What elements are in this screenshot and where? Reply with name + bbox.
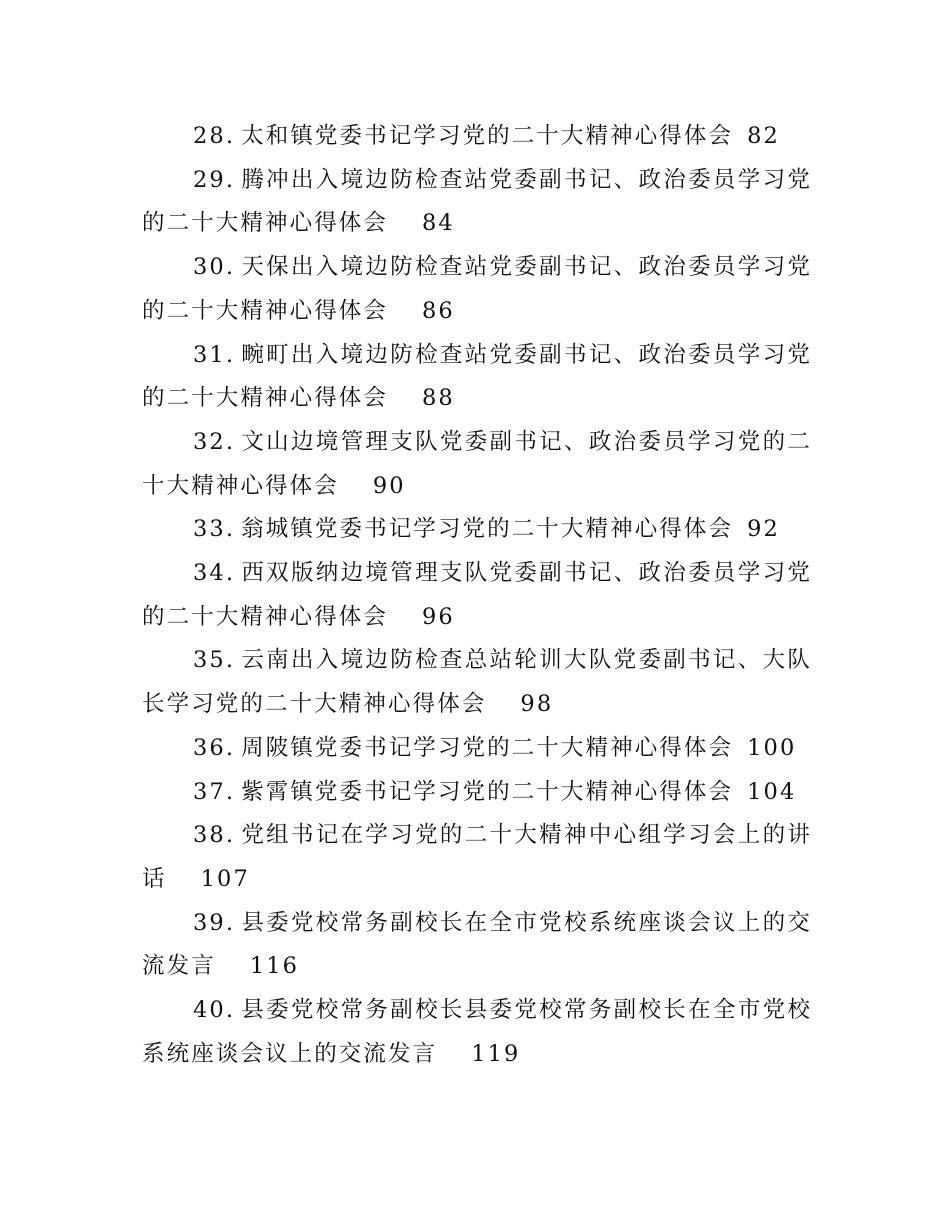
toc-entry-page: 92: [747, 516, 780, 543]
toc-entry-page: 104: [747, 778, 797, 805]
toc-entry-40[interactable]: [142, 989, 812, 1076]
toc-entry-number: 28.: [193, 123, 236, 149]
toc-entry-28[interactable]: [142, 115, 812, 159]
toc-entry-title: 天保出入境边防检查站党委副书记、政治委员学习党的二十大精神心得体会: [142, 254, 812, 324]
toc-entry-35[interactable]: [142, 639, 812, 726]
toc-entry-number: 29.: [193, 166, 236, 193]
toc-entry-number: 33.: [193, 516, 236, 543]
toc-entry-page: 82: [747, 123, 780, 149]
toc-entry-page: 100: [747, 734, 797, 761]
toc-entry-36[interactable]: [142, 727, 812, 771]
table-of-contents: [142, 115, 812, 1076]
toc-entry-number: 40.: [193, 997, 236, 1024]
toc-entry-title: 太和镇党委书记学习党的二十大精神心得体会: [241, 123, 734, 149]
toc-entry-page: 116: [249, 953, 300, 980]
toc-entry-title: 翁城镇党委书记学习党的二十大精神心得体会: [241, 516, 734, 543]
toc-entry-number: 31.: [193, 341, 236, 368]
toc-entry-page: 96: [422, 603, 455, 630]
toc-entry-number: 35.: [193, 647, 236, 674]
toc-entry-number: 30.: [193, 254, 236, 281]
toc-entry-number: 39.: [193, 909, 236, 936]
toc-entry-page: 107: [200, 865, 250, 892]
toc-entry-33[interactable]: [142, 508, 812, 552]
toc-entry-32[interactable]: [142, 421, 812, 508]
toc-entry-title: 云南出入境边防检查总站轮训大队党委副书记、大队长学习党的二十大精神心得体会: [142, 647, 812, 718]
toc-entry-31[interactable]: [142, 334, 812, 421]
toc-entry-page: 86: [422, 297, 455, 324]
toc-entry-title: 党组书记在学习党的二十大精神中心组学习会上的讲话: [142, 822, 812, 892]
toc-entry-page: 119: [471, 1040, 521, 1067]
toc-entry-39[interactable]: [142, 902, 812, 989]
toc-entry-title: 西双版纳边境管理支队党委副书记、政治委员学习党的二十大精神心得体会: [142, 560, 812, 630]
toc-entry-37[interactable]: [142, 771, 812, 815]
toc-entry-title: 腾冲出入境边防检查站党委副书记、政治委员学习党的二十大精神心得体会: [142, 166, 812, 237]
toc-entry-page: 88: [422, 385, 455, 412]
toc-entry-title: 紫霄镇党委书记学习党的二十大精神心得体会: [241, 778, 734, 805]
toc-entry-number: 38.: [193, 822, 236, 849]
toc-entry-title: 畹町出入境边防检查站党委副书记、政治委员学习党的二十大精神心得体会: [142, 341, 812, 412]
toc-entry-number: 32.: [193, 428, 236, 455]
toc-entry-29[interactable]: [142, 159, 812, 246]
toc-entry-number: 36.: [193, 734, 236, 761]
toc-entry-title: 县委党校常务副校长在全市党校系统座谈会议上的交流发言: [142, 909, 812, 980]
toc-entry-38[interactable]: [142, 814, 812, 901]
toc-entry-number: 37.: [193, 778, 236, 805]
toc-entry-page: 84: [422, 210, 455, 237]
toc-entry-title: 文山边境管理支队党委副书记、政治委员学习党的二十大精神心得体会: [142, 428, 812, 499]
toc-entry-title: 周陂镇党委书记学习党的二十大精神心得体会: [241, 734, 734, 761]
toc-entry-34[interactable]: [142, 552, 812, 639]
toc-entry-page: 90: [372, 472, 406, 499]
toc-entry-page: 98: [520, 691, 554, 718]
toc-entry-number: 34.: [193, 560, 236, 587]
toc-entry-30[interactable]: [142, 246, 812, 333]
toc-entry-title: 县委党校常务副校长县委党校常务副校长在全市党校系统座谈会议上的交流发言: [142, 997, 812, 1067]
